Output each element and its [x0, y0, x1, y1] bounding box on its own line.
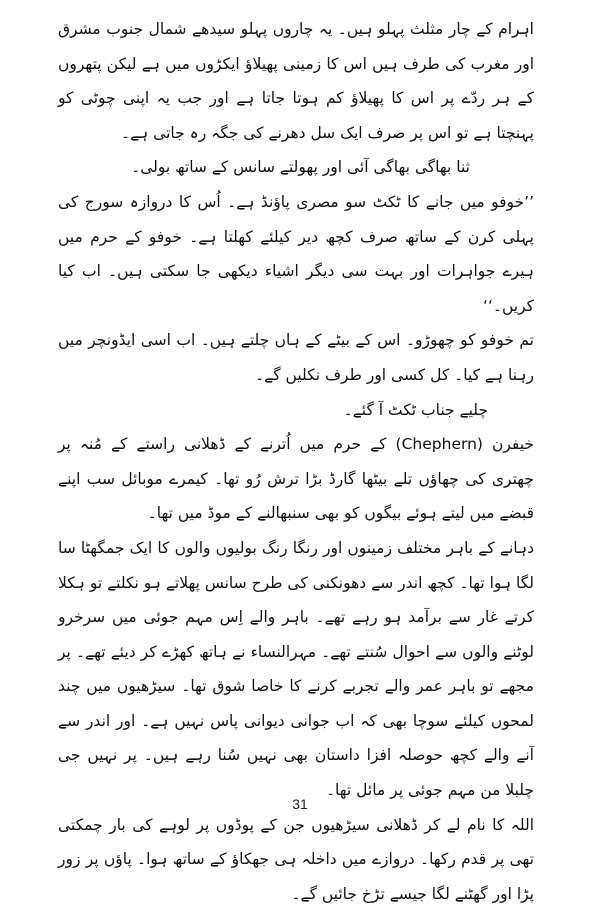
page-text: [58, 12, 534, 911]
paragraph-tickets-arrived: چلیے جناب ٹکٹ آ گئے۔: [343, 400, 488, 419]
paragraph-chephren-guard: خیفرن (Chephern) کے حرم میں اُترنے کے ڈھلانی راستے کے مُنہ پر چھتری کی چھاؤں تلے بیٹھا گارڈ بڑا ترش رُو تھا۔ کیمرے موبائل سب اپنے قبضے میں لیتے ہوئے بیگوں کو بھی سنبھالنے کے موڈ میں تھا۔: [58, 435, 534, 523]
page-number: 31: [292, 796, 308, 812]
paragraph-son-pyramid: تم خوفو کو چھوڑو۔ اس کے بیٹے کے ہاں چلتے ہیں۔ اب اسی ایڈونچر میں رہنا ہے کیا۔ کل کسی اور طرف نکلیں گے۔: [58, 331, 534, 384]
paragraph-sana-arrives: ثنا بھاگی بھاگی آئی اور پھولتے سانس کے ساتھ بولی۔: [131, 158, 470, 177]
paragraph-entrance-crowd: دہانے کے باہر مختلف زمینوں اور رنگا رنگ بولیوں والوں کا ایک جمگھٹا سا لگا ہوا تھا۔ کچھ اندر سے دھونکنی کی طرح سانس پھلاتے ہو نکلتے تو ہکلا کرتے غار سے برآمد ہو رہے تھے۔ باہر والے اِس مہم جوئی میں سرخرو لوٹنے والوں سے احوال سُنتے تھے۔ مہرالنساء نے ہاتھ کھڑے کر دیئے تھے۔ پر مجھے تو باہر عمر والے تجربے کرنے کا خاصا شوق تھا۔ سیڑھیوں میں چند لمحوں کیلئے سوچا بھی کہ اب جوانی دیوانی پاس نہیں ہے۔ اور اندر سے آنے والے کچھ حوصلہ افزا داستان بھی نہیں سُنا رہے ہیں۔ پر نہیں جی چلبلا من مہم جوئی پر مائل تھا۔: [58, 538, 534, 800]
paragraph-descent: اللہ کا نام لے کر ڈھلانی سیڑھیوں جن کے پوڈوں پر لوہے کی بار چمکتی تھی پر قدم رکھا۔ دروازے میں داخلہ ہی جھکاؤ کے ساتھ ہوا۔ پاؤں پر زور پڑا اور گھٹنے لگا جیسے تڑخ جائیں گے۔: [58, 815, 534, 903]
paragraph-ticket-price: ’’خوفو میں جانے کا ٹکٹ سو مصری پاؤنڈ ہے۔ اُس کا دروازہ سورج کی پہلی کرن کے ساتھ صرف کچھ دیر کیلئے کھلتا ہے۔ خوفو کے حرم میں ہیرے جواہرات اور بہت سی دیگر اشیاء دیکھی جا سکتی ہیں۔ اب کیا کریں۔‘‘: [58, 192, 534, 315]
paragraph-pyramid-sides: اہرام کے چار مثلث پہلو ہیں۔ یہ چاروں پہلو سیدھے شمال جنوب مشرق اور مغرب کی طرف ہیں اس کا زمینی پھیلاؤ ایکڑوں میں ہے لیکن پتھروں کے ہر ردّے پر اس کا پھیلاؤ کم ہوتا جاتا ہے اور جب یہ اپنی چوٹی کو پہنچتا ہے تو اس پر صرف ایک سل دھرنے کی جگہ رہ جاتی ہے۔: [58, 20, 534, 142]
